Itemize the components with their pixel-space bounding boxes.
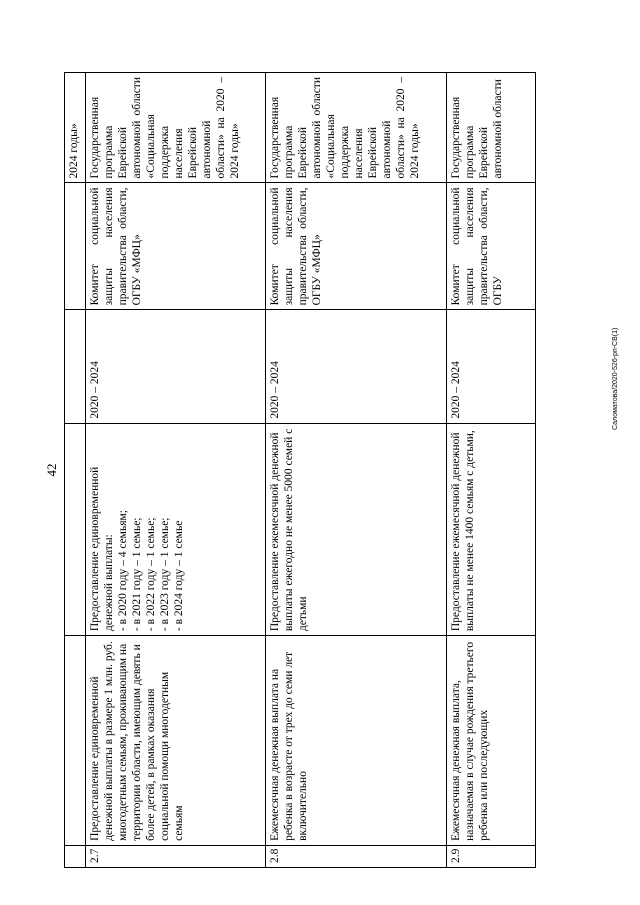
result-line: Предоставление ежемесячной денежной выплаты не менее 1400 семьям с детьми, [450, 430, 476, 632]
program-cell: Государственная программа Еврейской автономной области [447, 73, 536, 183]
table-cell [65, 845, 86, 867]
result-line: - в 2020 году – 4 семьям; [117, 510, 129, 632]
result-line: Предоставление ежемесячной денежной выплаты ежегодно не менее 5000 семей с детьми [269, 428, 309, 632]
table-cell [65, 310, 86, 423]
table-row [65, 73, 86, 868]
result-line: Предоставление единовременной денежной выплаты: [89, 466, 115, 632]
program-cell: Государственная программа Еврейской автономной области «Социальная поддержка населения Еврейской автономной области» на 2020 – 2024 годы» [266, 73, 447, 183]
table-row [447, 73, 536, 868]
row-number: 2.8 [266, 845, 447, 867]
result-cell [86, 423, 266, 636]
program-continuation: 2024 годы» [65, 73, 86, 183]
document-footer-code: Саломатова/2020-526-рп-СВ(1) [612, 327, 619, 430]
period-cell: 2020 – 2024 [86, 310, 266, 423]
table-cell [65, 183, 86, 310]
result-line: - в 2021 году – 1 семье; [131, 517, 143, 632]
measure-cell: Предоставление единовременной денежной выплаты в размере 1 млн. руб. многодетным семьям, проживающим на территории области, имеющим девять и более детей, в рамках оказания социальной помощи многодетным семьям [86, 636, 266, 846]
result-cell [447, 423, 536, 636]
result-line: - в 2024 году – 1 семье [173, 520, 185, 632]
executor-cell: Комитет социальной защиты населения правительства области, ОГБУ [447, 183, 536, 310]
program-cell: Государственная программа Еврейской автономной области «Социальная поддержка населения Еврейской автономной области» на 2020 – 2024 годы» [86, 73, 266, 183]
page-number: 42 [44, 463, 59, 477]
result-cell [266, 423, 447, 636]
table-cell [65, 423, 86, 636]
row-number: 2.7 [86, 845, 266, 867]
table-row [86, 73, 266, 868]
period-cell: 2020 – 2024 [447, 310, 536, 423]
measures-table [64, 72, 536, 868]
executor-cell: Комитет социальной защиты населения правительства области, ОГБУ «МФЦ» [86, 183, 266, 310]
table-row [266, 73, 447, 868]
result-line: - в 2023 году – 1 семье; [159, 517, 171, 632]
measure-cell: Ежемесячная денежная выплата, назначаемая в случае рождения третьего ребенка или последующих [447, 636, 536, 846]
measure-cell: Ежемесячная денежная выплата на ребенка в возрасте от трех до семи лет включительно [266, 636, 447, 846]
table-cell [65, 636, 86, 846]
result-line: - в 2022 году – 1 семье; [145, 517, 157, 632]
period-cell: 2020 – 2024 [266, 310, 447, 423]
rotated-page [34, 70, 554, 870]
row-number: 2.9 [447, 845, 536, 867]
executor-cell: Комитет социальной защиты населения правительства области, ОГБУ «МФЦ» [266, 183, 447, 310]
